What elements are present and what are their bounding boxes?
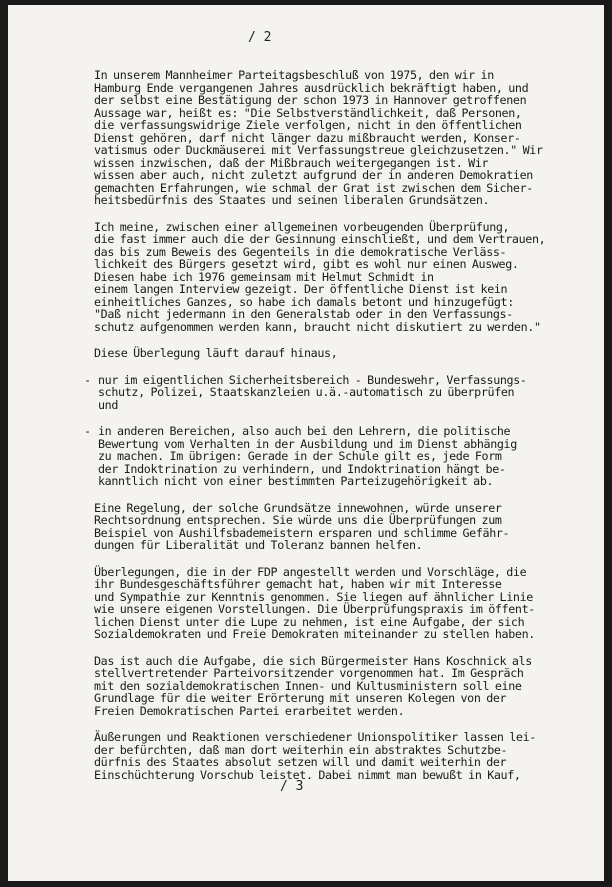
paragraph-fdp: Überlegungen, die in der FDP angestellt werden und Vorschläge, die ihr Bundesgeschäftsführer gemacht hat, haben wir mit Interesse und Sympathie zur Kenntnis genommen. Sie liegen auf ähnlicher Linie wie unsere eigenen Vorstellungen. Die Überprüfungspraxis im öffent- lichen Dienst unter die Lupe zu nehmen, ist eine Aufgabe, der sich Sozialdemokraten und Freie Demokraten miteinander zu stellen haben. (94, 564, 535, 641)
document-page (8, 5, 604, 881)
page-number-bottom: / 3 (280, 779, 304, 794)
paragraph-ueberpruefung: Ich meine, zwischen einer allgemeinen vorbeugenden Überprüfung, die fast immer auch die der Gesinnung einschließt, und dem Vertrauen, das bis zum Beweis des Gegenteils in die demokratische Verläss- lichkeit des Bürgers gesetzt wird, gibt es wohl nur einen Ausweg. Diesen habe ich 1976 gemeinsam mit Helmut Schmidt in einem langen Interview gezeigt. Der öffentliche Dienst ist kein einheitliches Ganzes, so habe ich damals betont und hinzugefügt: "Daß nicht jedermann in den Generalstab oder in den Verfassungs- schutz aufgenommen werden kann, braucht nicht diskutiert zu werden." (94, 219, 546, 334)
paragraph-intro: Diese Überlegung läuft darauf hinaus, (94, 346, 338, 360)
list-item (84, 372, 578, 412)
paragraph-mannheim: In unserem Mannheimer Parteitagsbeschluß von 1975, den wir in Hamburg Ende vergangenen Jahres ausdrücklich bekräftigt haben, und der selbst eine Bestätigung der schon 1973 in Hannover getroffenen Aussage war, heißt es: "Die Selbstverständlichkeit, daß Personen, die verfassungswidrige Ziele verfolgen, nicht in den öffentlichen Dienst gehören, darf nicht länger dazu mißbraucht werden, Konser- vatismus oder Duckmäuserei mit Verfassungstreue gleichzusetzen." Wir wissen inzwischen, daß der Mißbrauch weitergegangen ist. Wir wissen aber auch, nicht zuletzt aufgrund der in anderen Demokratien gemachten Erfahrungen, wie schmal der Grat ist zwischen dem Sicher- heitsbedürfnis des Staates und seinen liberalen Grundsätzen. (94, 68, 543, 207)
paragraph-koschnick: Das ist auch die Aufgabe, die sich Bürgermeister Hans Koschnick als stellvertretender Parteivorsitzender vorgenommen hat. Im Gespräch mit den sozialdemokratischen Innen- und Kultusministern soll eine Grundlage für die weiter Erörterung mit unseren Kolegen von der Freien Demokratischen Partei erarbeitet werden. (94, 653, 532, 718)
bullet-text: nur im eigentlichen Sicherheitsbereich - Bundeswehr, Verfassungs- schutz, Polizei, Staatskanzleien u.ä.-automatisch zu überprüfen und (98, 372, 527, 412)
list-item (84, 424, 578, 488)
bullet-text: in anderen Bereichen, also auch bei den Lehrern, die politische Bewertung vom Verhalten in der Ausbildung und im Dienst abhängig zu machen. Im übrigen: Gerade in der Schule gilt es, jede Form der Indoktrination zu verhindern, und Indoktrination hängt be- kanntlich nicht von einer bestimmten Parteizugehörigkeit ab. (98, 424, 517, 488)
page-number-top: / 2 (248, 30, 272, 45)
paragraph-union: Äußerungen und Reaktionen verschiedener Unionspolitiker lassen lei- der befürchten, daß man dort weiterhin ein abstraktes Schutzbe- dürfnis des Staates absolut setzen will und damit weiterhin der Einschüchterung Vorschub leistet. Dabei nimmt man bewußt in Kauf, (94, 730, 536, 782)
bullet-dash: - (84, 372, 91, 387)
bullet-dash: - (84, 424, 91, 438)
document-body (84, 68, 578, 795)
paragraph-regelung: Eine Regelung, der solche Grundsätze innewohnen, würde unserer Rechtsordnung entsprechen. Sie würde uns die Überprüfungen zum Beispiel von Aushilfsbademeistern ersparen und schlimme Gefähr- dungen für Liberalität und Toleranz bannen helfen. (94, 500, 510, 552)
